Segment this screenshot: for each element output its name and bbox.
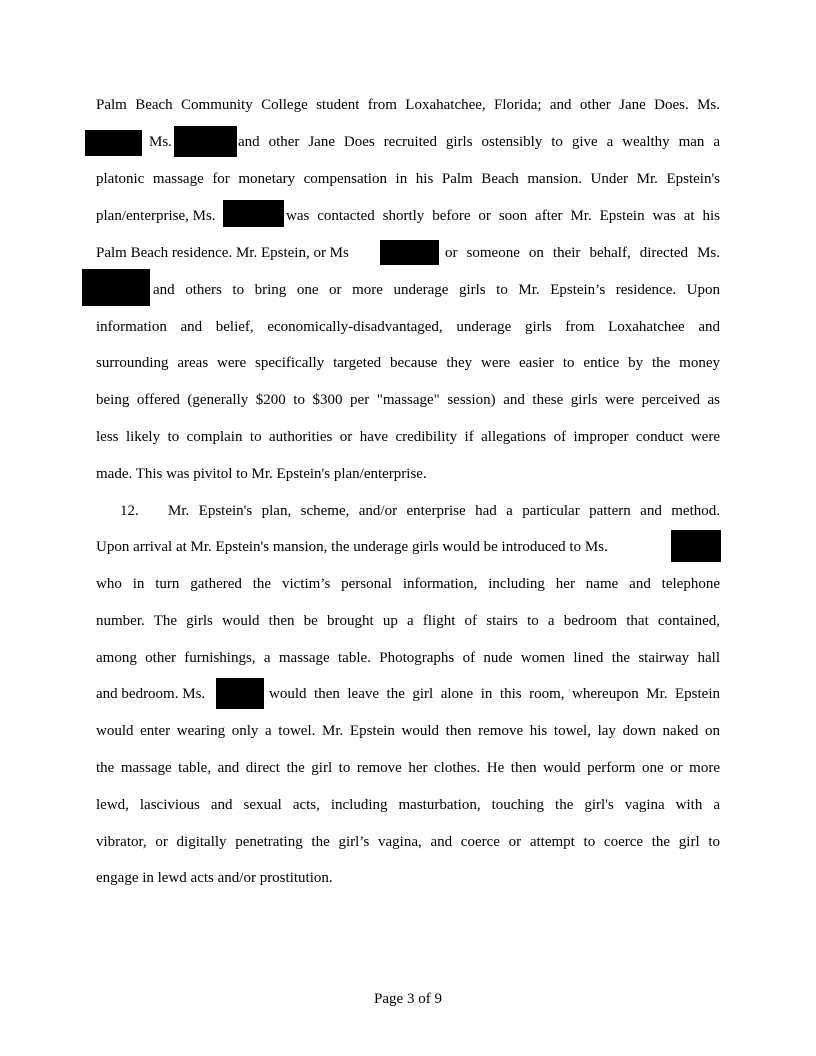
text-line: surrounding areas were specifically targeted because they were easier to entice by the money [96, 355, 720, 371]
text-line: platonic massage for monetary compensation in his Palm Beach mansion. Under Mr. Epstein's [96, 171, 720, 187]
text-line: Ms. [149, 134, 172, 150]
text-line: Upon arrival at Mr. Epstein's mansion, the underage girls would be introduced to Ms. [96, 539, 608, 555]
text-line: and other Jane Does recruited girls ostensibly to give a wealthy man a [238, 134, 720, 150]
redaction-box [216, 678, 264, 709]
text-line: made. This was pivitol to Mr. Epstein's plan/enterprise. [96, 466, 427, 482]
redaction-box [85, 130, 142, 156]
text-line: information and belief, economically-disadvantaged, underage girls from Loxahatchee and [96, 319, 720, 335]
page-footer: Page 3 of 9 [374, 991, 442, 1007]
text-line: and others to bring one or more underage girls to Mr. Epstein’s residence. Upon [153, 282, 720, 298]
redaction-box [82, 269, 150, 306]
text-line: engage in lewd acts and/or prostitution. [96, 870, 333, 886]
text-line: Mr. Epstein's plan, scheme, and/or enterprise had a particular pattern and method. [168, 503, 720, 519]
text-line: would then leave the girl alone in this room, whereupon Mr. Epstein [269, 686, 720, 702]
text-line: or someone on their behalf, directed Ms. [445, 245, 720, 261]
redaction-box [174, 126, 237, 157]
text-line: who in turn gathered the victim’s personal information, including her name and telephone [96, 576, 720, 592]
text-line: being offered (generally $200 to $300 per "massage" session) and these girls were perceived as [96, 392, 720, 408]
paragraph-number: 12. [120, 503, 139, 519]
text-line: less likely to complain to authorities or have credibility if allegations of improper conduct were [96, 429, 720, 445]
text-line: Palm Beach Community College student from Loxahatchee, Florida; and other Jane Does. Ms. [96, 97, 720, 113]
text-line: number. The girls would then be brought up a flight of stairs to a bedroom that contained, [96, 613, 720, 629]
redaction-box [671, 530, 721, 562]
text-line: plan/enterprise, Ms. [96, 208, 216, 224]
text-line: and bedroom. Ms. [96, 686, 206, 702]
text-line: the massage table, and direct the girl to remove her clothes. He then would perform one or more [96, 760, 720, 776]
text-line: lewd, lascivious and sexual acts, including masturbation, touching the girl's vagina with a [96, 797, 720, 813]
redaction-box [380, 240, 439, 265]
text-line: was contacted shortly before or soon after Mr. Epstein was at his [286, 208, 720, 224]
redaction-box [223, 200, 284, 227]
text-line: among other furnishings, a massage table. Photographs of nude women lined the stairway hall [96, 650, 720, 666]
text-line: Palm Beach residence. Mr. Epstein, or Ms [96, 245, 349, 261]
text-line: vibrator, or digitally penetrating the girl’s vagina, and coerce or attempt to coerce the girl to [96, 834, 720, 850]
text-line: would enter wearing only a towel. Mr. Epstein would then remove his towel, lay down naked on [96, 723, 720, 739]
